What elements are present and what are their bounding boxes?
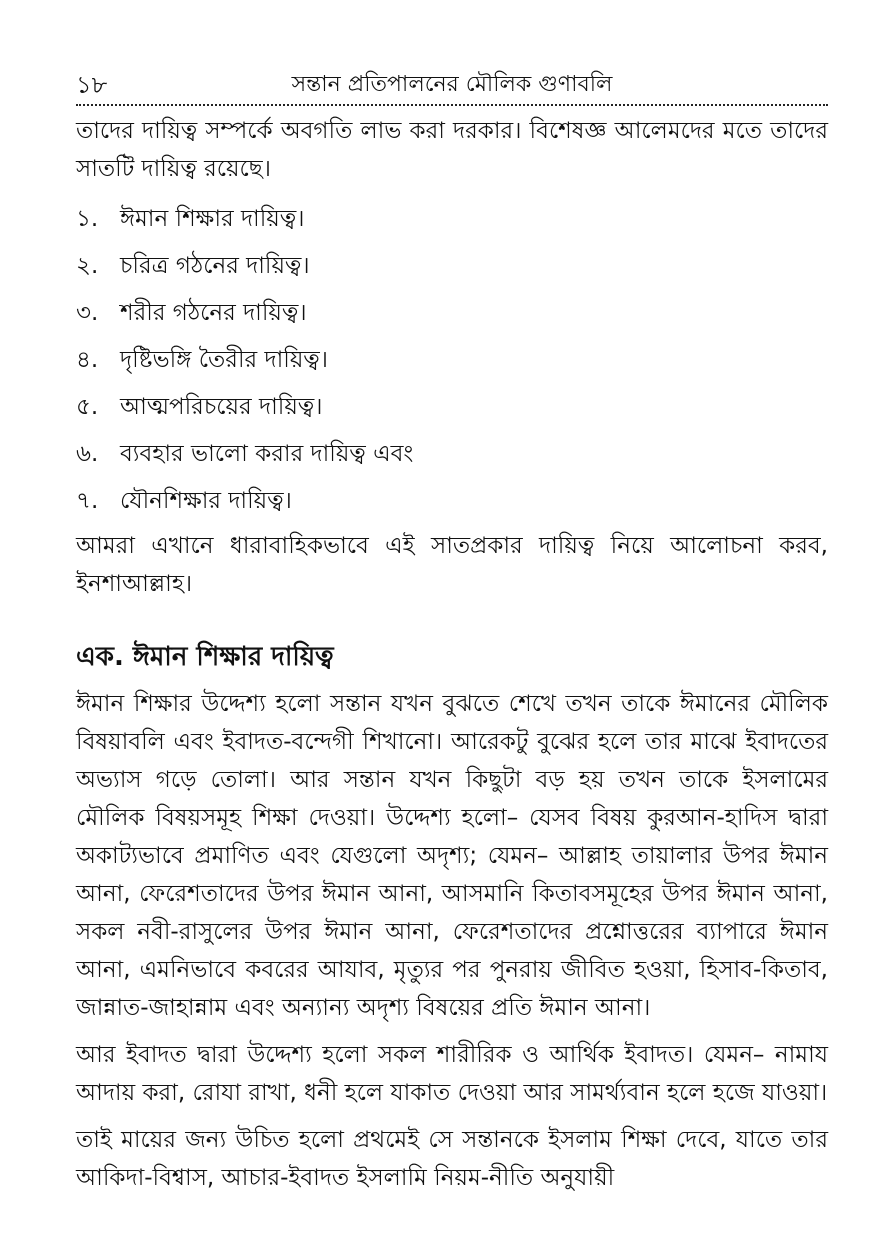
- list-text: ব্যবহার ভালো করার দায়িত্ব এবং: [120, 441, 414, 467]
- after-list-paragraph: আমরা এখানে ধারাবাহিকভাবে এই সাতপ্রকার দায়িত্ব নিয়ে আলোচনা করব, ইনশাআল্লাহ।: [76, 533, 828, 597]
- list-item: [76, 431, 828, 478]
- list-item: [76, 337, 828, 384]
- list-number: ৬.: [76, 441, 99, 467]
- page-header: [76, 70, 828, 106]
- page-body: [76, 112, 828, 1206]
- list-number: ৪.: [76, 347, 99, 373]
- list-item: [76, 384, 828, 431]
- list-number: ১.: [76, 206, 99, 232]
- list-text: চরিত্র গঠনের দায়িত্ব।: [120, 253, 310, 279]
- list-number: ৭.: [76, 488, 99, 514]
- list-item: [76, 478, 828, 525]
- section-heading: এক. ঈমান শিক্ষার দায়িত্ব: [76, 642, 334, 672]
- intro-paragraph: তাদের দায়িত্ব সম্পর্কে অবগতি লাভ করা দরকার। বিশেষজ্ঞ আলেমদের মতে তাদের সাতটি দায়িত্ব রয়েছে।: [76, 118, 828, 182]
- list-number: ৫.: [76, 394, 99, 420]
- list-item: [76, 290, 828, 337]
- list-item: [76, 196, 828, 243]
- list-text: শরীর গঠনের দায়িত্ব।: [120, 300, 307, 326]
- section-paragraph: ঈমান শিক্ষার উদ্দেশ্য হলো সন্তান যখন বুঝতে শেখে তখন তাকে ঈমানের মৌলিক বিষয়াবলি এবং ইবাদত-বন্দেগী শিখানো। আরেকটু বুঝের হলে তার মাঝে ইবাদতের অভ্যাস গড়ে তোলা। আর সন্তান যখন কিছুটা বড় হয় তখন তাকে ইসলামের মৌলিক বিষয়সমূহ শিক্ষা দেওয়া। উদ্দেশ্য হলো– যেসব বিষয় কুরআন-হাদিস দ্বারা অকাট্যভাবে প্রমাণিত এবং যেগুলো অদৃশ্য; যেমন– আল্লাহ তায়ালার উপর ঈমান আনা, ফেরেশতাদের উপর ঈমান আনা, আসমানি কিতাবসমূহের উপর ঈমান আনা, সকল নবী-রাসুলের উপর ঈমান আনা, ফেরেশতাদের প্রশ্নোত্তরের ব্যাপারে ঈমান আনা, এমনিভাবে কবরের আযাব, মৃত্যুর পর পুনরায় জীবিত হওয়া, হিসাব-কিতাব, জান্নাত-জাহান্নাম এবং অন্যান্য অদৃশ্য বিষয়ের প্রতি ঈমান আনা।: [76, 691, 828, 1021]
- section-paragraph: আর ইবাদত দ্বারা উদ্দেশ্য হলো সকল শারীরিক ও আর্থিক ইবাদত। যেমন– নামায আদায় করা, রোযা রাখা, ধনী হলে যাকাত দেওয়া আর সামর্থ্যবান হলে হজে যাওয়া।: [76, 1042, 828, 1106]
- list-item: [76, 243, 828, 290]
- list-text: ঈমান শিক্ষার দায়িত্ব।: [120, 206, 305, 232]
- running-title: সন্তান প্রতিপালনের মৌলিক গুণাবলি: [291, 72, 613, 97]
- list-text: দৃষ্টিভঙ্গি তৈরীর দায়িত্ব।: [120, 347, 328, 373]
- list-text: যৌনশিক্ষার দায়িত্ব।: [120, 488, 292, 514]
- list-text: আত্মপরিচয়ের দায়িত্ব।: [120, 394, 323, 420]
- page-number: ১৮: [76, 71, 108, 99]
- header-divider: [76, 104, 828, 106]
- list-number: ২.: [76, 253, 99, 279]
- list-number: ৩.: [76, 300, 99, 326]
- section-paragraph: তাই মায়ের জন্য উচিত হলো প্রথমেই সে সন্তানকে ইসলাম শিক্ষা দেবে, যাতে তার আকিদা-বিশ্বাস, আচার-ইবাদত ইসলামি নিয়ম-নীতি অনুযায়ী: [76, 1127, 828, 1191]
- duties-list: [76, 196, 828, 525]
